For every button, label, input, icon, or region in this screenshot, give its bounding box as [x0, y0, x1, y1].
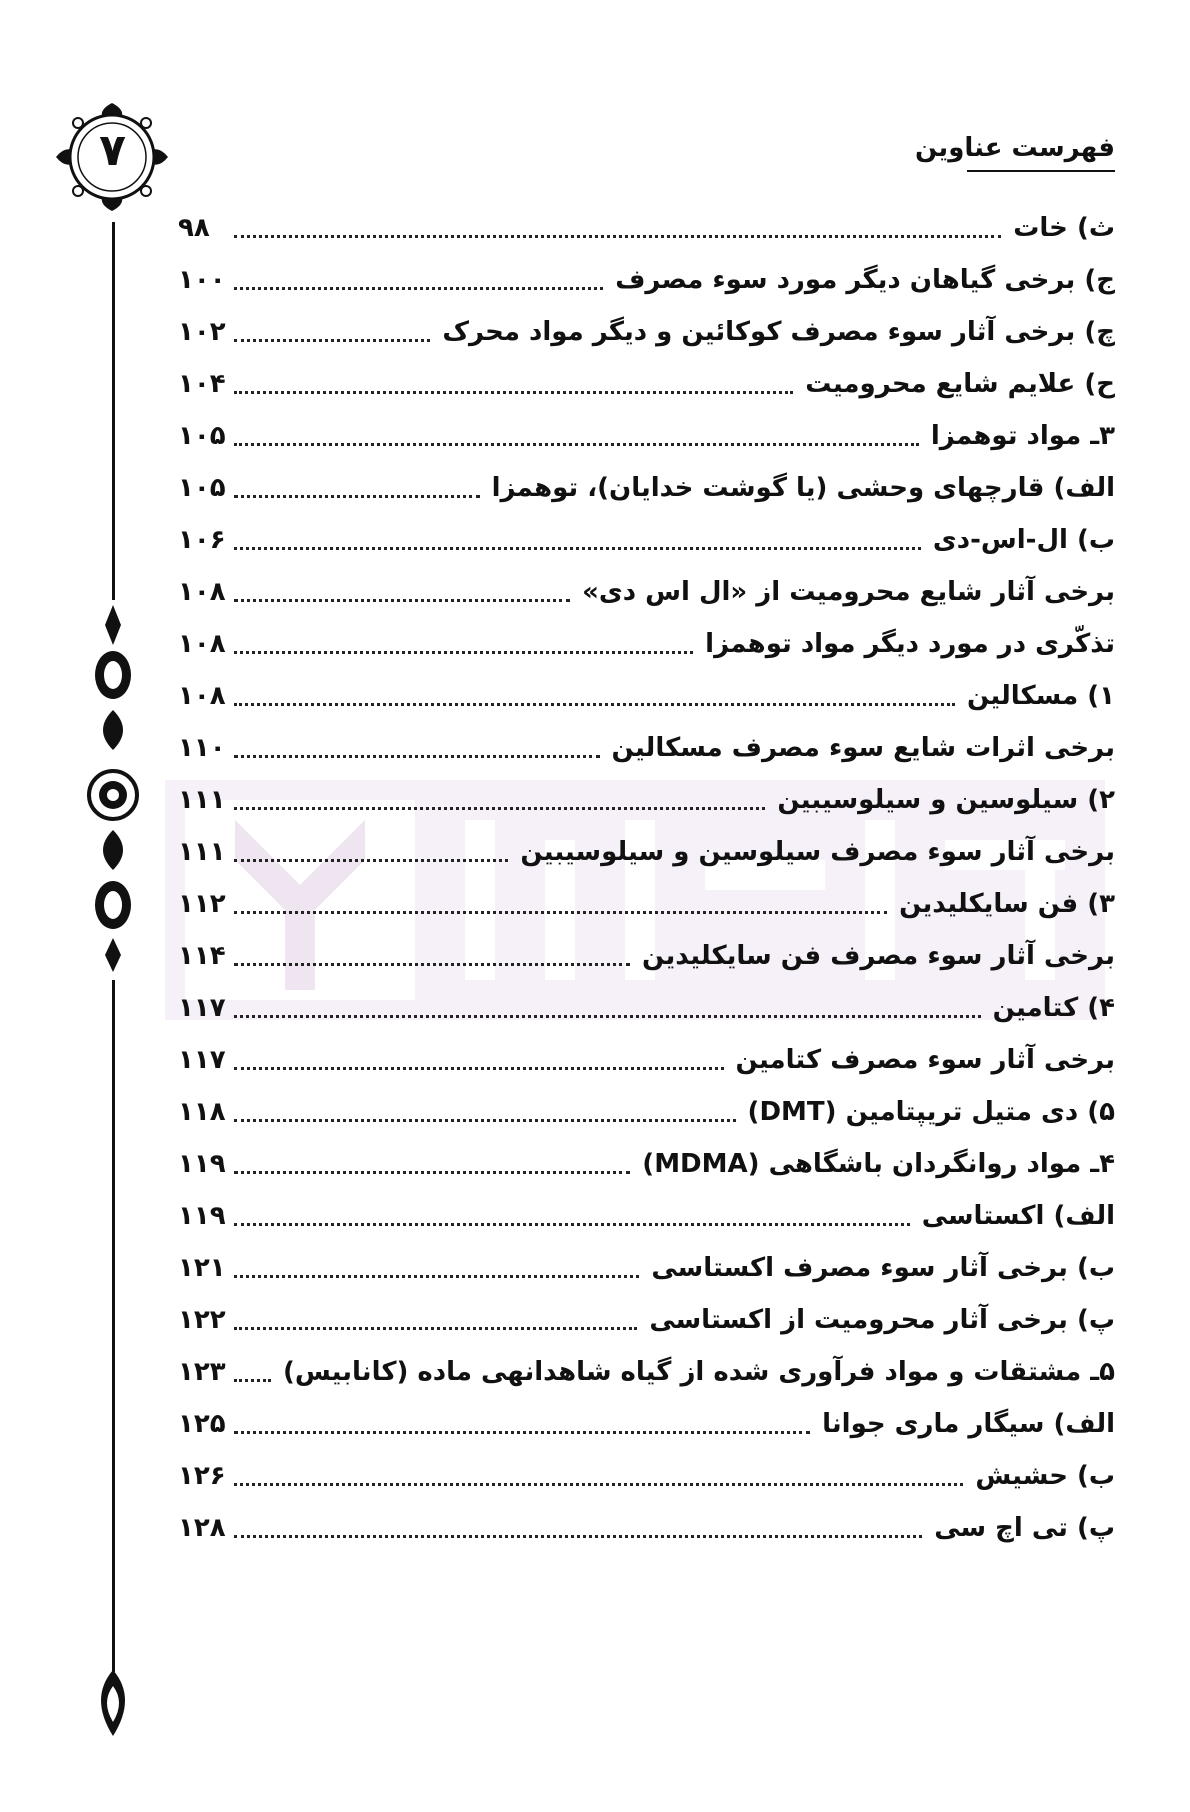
toc-entry: [178, 1242, 1115, 1294]
toc-entry-title: ب) ال-اس-دی: [932, 525, 1115, 555]
dot-leader: [234, 755, 600, 758]
dot-leader: [234, 963, 630, 966]
toc-entry-page: ۱۰۲: [178, 317, 226, 347]
dot-leader: [234, 1275, 639, 1278]
dot-leader: [234, 1067, 724, 1070]
toc-entry-page: ۱۲۵: [178, 1409, 226, 1439]
toc-entry-title: برخی اثرات شایع سوء مصرف مسکالین: [611, 733, 1115, 763]
header-rule: [967, 170, 1115, 172]
toc-entry-title: ث) خات: [1013, 213, 1115, 243]
dot-leader: [234, 495, 480, 498]
toc-entry-page: ۱۱۹: [178, 1149, 226, 1179]
toc-entry-title: ج) برخی گیاهان دیگر مورد سوء مصرف: [615, 265, 1115, 295]
toc-entry-page: ۱۱۱: [178, 785, 226, 815]
toc-entry-title: ۳) فن سایکلیدین: [899, 889, 1115, 919]
toc-entry: [178, 202, 1115, 254]
toc-entry-title: ۲) سیلوسین و سیلوسیبین: [777, 785, 1115, 815]
dot-leader: [234, 547, 921, 550]
toc-entry: [178, 410, 1115, 462]
toc-entry-title: ۵ـ مشتقات و مواد فرآوری شده از گیاه شاهدانهی ماده (کانابیس): [283, 1357, 1115, 1387]
toc-entry-page: ۱۰۰: [178, 265, 226, 295]
toc-entry: [178, 566, 1115, 618]
running-title: فهرست عناوین: [915, 133, 1115, 163]
page-number-frame: [50, 95, 175, 225]
toc-entry: [178, 1138, 1115, 1190]
toc-entry: [178, 1034, 1115, 1086]
toc-entry-title: ۴) کتامین: [992, 993, 1115, 1023]
toc-entry-title: ب) حشیش: [975, 1461, 1115, 1491]
page-number: ۷: [99, 125, 126, 176]
toc-entry: [178, 826, 1115, 878]
toc-entry-title: الف) سیگار ماری جوانا: [822, 1409, 1115, 1439]
dot-leader: [234, 235, 1001, 238]
dot-leader: [234, 1119, 736, 1122]
toc-entry-title: پ) برخی آثار محرومیت از اکستاسی: [649, 1305, 1115, 1335]
toc-entry-title: ۴ـ مواد روانگردان باشگاهی (MDMA): [642, 1149, 1115, 1179]
dot-leader: [234, 1379, 271, 1382]
toc-entry-title: برخی آثار سوء مصرف سیلوسین و سیلوسیبین: [520, 837, 1115, 867]
toc-entry-page: ۱۰۶: [178, 525, 226, 555]
dot-leader: [234, 651, 693, 654]
border-ornament-icon: [85, 600, 141, 980]
dot-leader: [234, 599, 570, 602]
toc-entry: [178, 1450, 1115, 1502]
toc-entry-page: ۱۱۲: [178, 889, 226, 919]
toc-entry-title: ب) برخی آثار سوء مصرف اکستاسی: [651, 1253, 1115, 1283]
toc-entry-title: الف) قارچهای وحشی (یا گوشت خدایان)، توهمزا: [491, 473, 1115, 503]
toc-entry-title: پ) تی اچ سی: [934, 1513, 1115, 1543]
toc-entry-title: ۳ـ مواد توهمزا: [930, 421, 1115, 451]
toc-entry-page: ۱۰۸: [178, 577, 226, 607]
toc-entry-page: ۱۰۵: [178, 473, 226, 503]
toc-entry: [178, 254, 1115, 306]
toc-entry-title: ۵) دی متیل تریپتامین (DMT): [747, 1097, 1115, 1127]
dot-leader: [234, 1171, 630, 1174]
toc-entry: [178, 1086, 1115, 1138]
toc-entry-page: ۱۰۵: [178, 421, 226, 451]
dot-leader: [234, 391, 793, 394]
toc-entry-title: ح) علایم شایع محرومیت: [805, 369, 1115, 399]
toc-entry-page: ۱۲۶: [178, 1461, 226, 1491]
toc-entry: [178, 774, 1115, 826]
toc-entry-title: تذکّری در مورد دیگر مواد توهمزا: [705, 629, 1115, 659]
border-end-ornament-icon: [85, 1668, 141, 1738]
toc-entry: [178, 930, 1115, 982]
dot-leader: [234, 1223, 910, 1226]
toc-entry-title: الف) اکستاسی: [921, 1201, 1115, 1231]
toc-entry: [178, 670, 1115, 722]
toc-entry: [178, 358, 1115, 410]
dot-leader: [234, 1535, 922, 1538]
toc-entry: [178, 1346, 1115, 1398]
toc-entry-page: ۱۱۰: [178, 733, 226, 763]
toc-entry: [178, 1294, 1115, 1346]
toc-entry-title: برخی آثار سوء مصرف فن سایکلیدین: [642, 941, 1115, 971]
toc-entry-page: ۱۰۸: [178, 681, 226, 711]
toc-entry: [178, 722, 1115, 774]
dot-leader: [234, 859, 508, 862]
toc-entry-page: ۱۱۸: [178, 1097, 226, 1127]
dot-leader: [234, 807, 765, 810]
toc-entry: [178, 462, 1115, 514]
toc-entry: [178, 982, 1115, 1034]
toc-entry-title: برخی آثار شایع محرومیت از «ال اس دی»: [582, 577, 1115, 607]
toc-entry: [178, 1190, 1115, 1242]
dot-leader: [234, 443, 919, 446]
toc-entry-page: ۱۰۴: [178, 369, 226, 399]
toc-entry-page: ۱۱۴: [178, 941, 226, 971]
toc-entry-page: ۱۱۷: [178, 993, 226, 1023]
toc-entry-page: ۱۱۹: [178, 1201, 226, 1231]
dot-leader: [234, 339, 430, 342]
dot-leader: [234, 1483, 963, 1486]
toc-entry-page: ۱۲۱: [178, 1253, 226, 1283]
toc-entry: [178, 306, 1115, 358]
toc-entry-page: ۹۸: [178, 213, 210, 243]
dot-leader: [234, 1015, 981, 1018]
toc-entry-page: ۱۰۸: [178, 629, 226, 659]
toc-entry-page: ۱۲۸: [178, 1513, 226, 1543]
dot-leader: [234, 1327, 637, 1330]
dot-leader: [234, 287, 603, 290]
toc-entry: [178, 1502, 1115, 1554]
toc-entry-page: ۱۲۲: [178, 1305, 226, 1335]
toc-entry: [178, 618, 1115, 670]
toc-entry-title: ۱) مسکالین: [966, 681, 1115, 711]
dot-leader: [234, 911, 887, 914]
toc-entry: [178, 1398, 1115, 1450]
dot-leader: [234, 1431, 810, 1434]
toc-entry: [178, 878, 1115, 930]
toc-entry-title: چ) برخی آثار سوء مصرف کوکائین و دیگر مواد محرک: [442, 317, 1115, 347]
dot-leader: [234, 703, 955, 706]
toc-entry-page: ۱۲۳: [178, 1357, 226, 1387]
toc-entry-page: ۱۱۱: [178, 837, 226, 867]
toc-entry: [178, 514, 1115, 566]
toc-entry-title: برخی آثار سوء مصرف کتامین: [735, 1045, 1115, 1075]
toc-entry-page: ۱۱۷: [178, 1045, 226, 1075]
